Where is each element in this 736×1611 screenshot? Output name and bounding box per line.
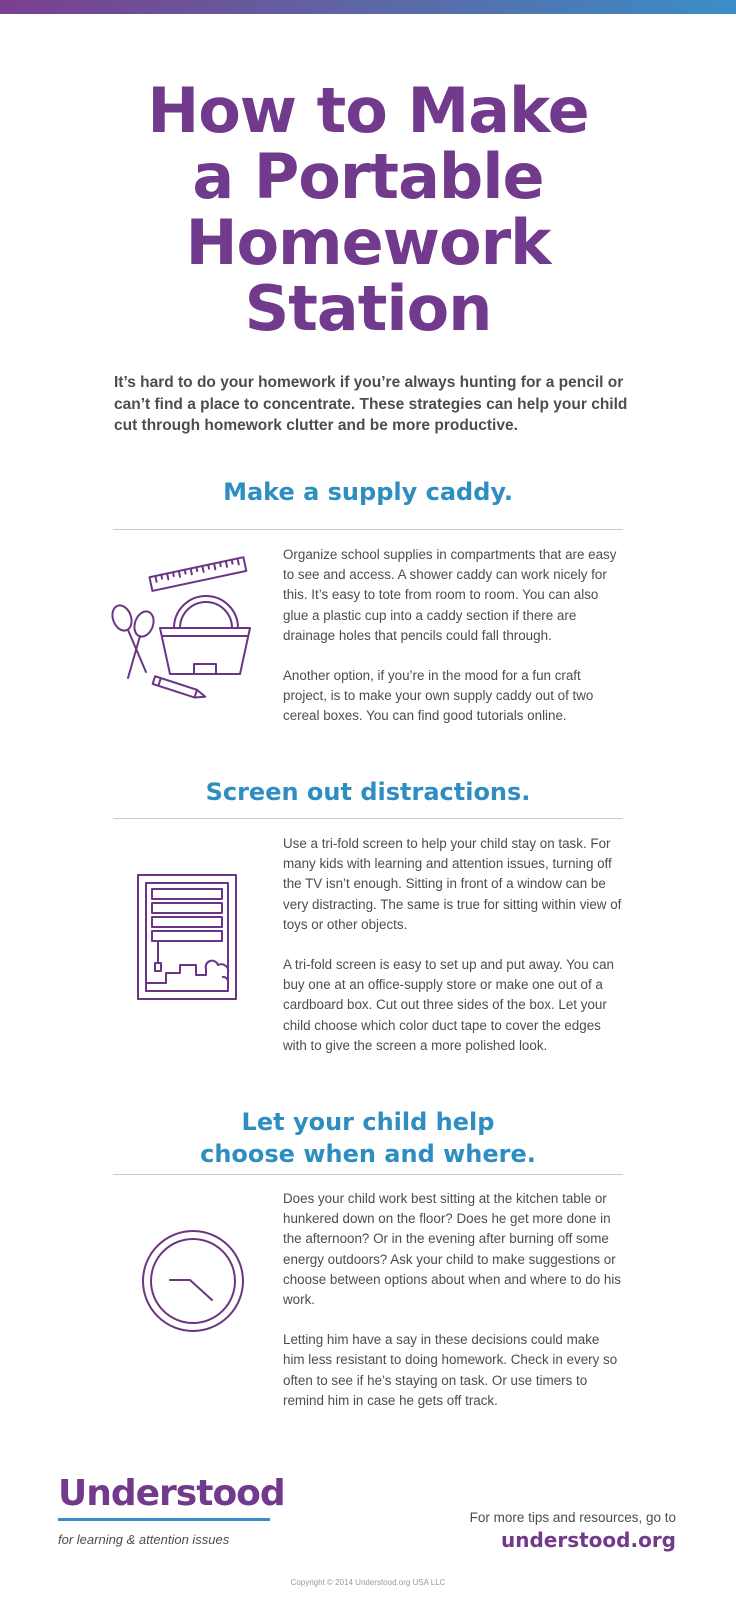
section-body (283, 545, 623, 747)
intro-paragraph: It’s hard to do your homework if you’re always hunting for a pencil or can’t find a place to concentrate. These strategies can help your child cut through homework clutter and be more productive. (114, 374, 628, 434)
section-paragraph: Letting him have a say in these decisions could make him less resistant to doing homework. Check in every so often to see if he’s staying on task. Or use timers to remind him in case he gets off track. (283, 1332, 618, 1408)
understood-logo[interactable]: Understood (58, 1473, 285, 1514)
section-heading-when-where (0, 1106, 736, 1170)
section-divider (113, 1174, 623, 1175)
logo-underline (58, 1518, 270, 1521)
section-divider (113, 818, 623, 819)
section-paragraph: Organize school supplies in compartments that are easy to see and access. A shower caddy can work nicely for this. It’s easy to tote from room to room. You can also glue a plastic cup into a caddy section if there are drainage holes that pencils could fall through. (283, 547, 617, 643)
section-heading-supply-caddy (0, 476, 736, 508)
section-body (283, 1189, 623, 1431)
title-line: How to Make (147, 74, 589, 147)
supply-caddy-icon (108, 552, 258, 712)
title-line: Homework (185, 206, 551, 279)
section-paragraph: A tri-fold screen is easy to set up and put away. You can buy one at an office-supply store or make one out of a cardboard box. Cut out three sides of the box. Let your child choose which color duct tape to cover the edges with to give the screen a more polished look. (283, 957, 614, 1053)
title-line: a Portable (192, 140, 544, 213)
footer-cta-text: For more tips and resources, go to (469, 1510, 676, 1525)
section-heading-line: Let your child help (241, 1108, 495, 1136)
section-heading-line: choose when and where. (200, 1140, 536, 1168)
section-heading-screen-distractions (0, 776, 736, 808)
section-paragraph: Another option, if you’re in the mood for a fun craft project, is to make your own supply caddy out of two cereal boxes. You can find good tutorials online. (283, 668, 594, 724)
top-gradient-bar (0, 0, 736, 14)
clock-icon (140, 1228, 246, 1334)
logo-tagline: for learning & attention issues (58, 1532, 230, 1547)
section-divider (113, 529, 623, 530)
title-line: Station (244, 272, 492, 345)
section-paragraph: Use a tri-fold screen to help your child stay on task. For many kids with learning and attention issues, turning off the TV isn’t enough. Sitting in front of a window can be very distracting. The same is true for sitting within view of toys or other objects. (283, 836, 622, 932)
page-title (0, 74, 736, 345)
section-paragraph: Does your child work best sitting at the kitchen table or hunkered down on the floor? Does he get more done in the afternoon? Or in the evening after burning off some energy outdoors? Ask your child to make suggestions or choose between options about when and where to do his work. (283, 1191, 621, 1308)
window-blinds-icon (136, 873, 240, 1003)
section-body (283, 834, 623, 1076)
footer-website-link[interactable]: understood.org (501, 1528, 676, 1552)
section-heading-line: Screen out distractions. (205, 778, 531, 806)
copyright-notice: Copyright © 2014 Understood.org USA LLC (290, 1578, 446, 1587)
section-heading-line: Make a supply caddy. (223, 478, 513, 506)
